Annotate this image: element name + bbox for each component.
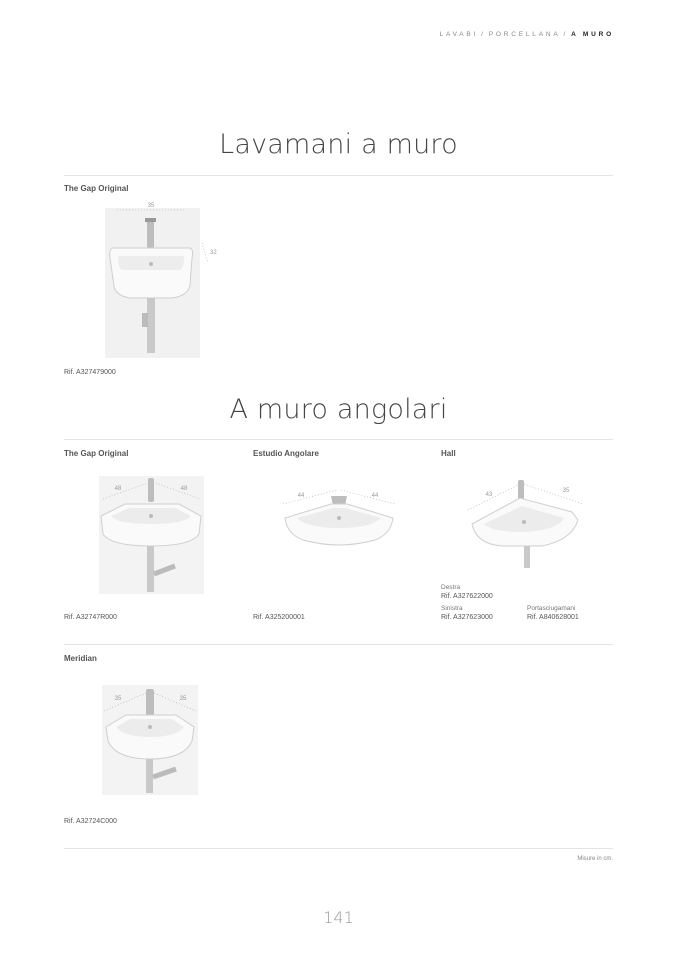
product-image-gap-original-wall (102, 198, 222, 363)
section-divider (64, 439, 613, 440)
dim-a-label: 35 (114, 696, 122, 702)
breadcrumb-separator: / (481, 31, 486, 38)
breadcrumb-item-a-muro: A MURO (571, 31, 614, 38)
measurement-note: Misure in cm. (577, 856, 613, 862)
product-ref: Rif. A32724C000 (64, 818, 117, 825)
hall-left-label: Sinistra (441, 605, 463, 612)
dim-b-label: 44 (371, 493, 379, 499)
product-image-hall (462, 474, 587, 574)
hall-left-ref: Rif. A327623000 (441, 614, 493, 621)
dim-b-label: 35 (562, 488, 570, 494)
dim-a-label: 43 (485, 492, 493, 498)
hall-right-ref: Rif. A327622000 (441, 593, 493, 600)
section-title-angolari: A muro angolari (229, 394, 448, 425)
product-name: The Gap Original (64, 184, 129, 193)
dim-a-label: 44 (297, 493, 305, 499)
page-number: 141 (323, 908, 354, 927)
breadcrumb (440, 31, 614, 38)
product-image-gap-original-corner (95, 474, 210, 599)
product-ref: Rif. A327479000 (64, 369, 116, 376)
breadcrumb-separator: / (563, 31, 569, 38)
dim-depth-label: 32 (210, 250, 217, 256)
section-title-lavamani: Lavamani a muro (219, 129, 458, 160)
dim-width-label: 35 (147, 203, 155, 209)
hall-right-label: Destra (441, 584, 461, 591)
product-ref: Rif. A32747R000 (64, 614, 117, 621)
dim-a-label: 48 (114, 486, 122, 492)
breadcrumb-item-lavabi: LAVABI (439, 31, 479, 38)
breadcrumb-item-porcellana: PORCELLANA (488, 31, 561, 38)
product-name: Hall (441, 449, 456, 458)
product-image-meridian (96, 683, 206, 798)
product-image-estudio-angolare (275, 484, 405, 554)
product-name: Estudio Angolare (253, 449, 319, 458)
product-ref: Rif. A325200001 (253, 614, 305, 621)
towel-holder-ref: Rif. A840628001 (527, 614, 579, 621)
dim-b-label: 35 (179, 696, 187, 702)
towel-holder-label: Portasciugamani (527, 605, 576, 612)
product-name: Meridian (64, 654, 97, 663)
dim-b-label: 48 (180, 486, 188, 492)
product-name: The Gap Original (64, 449, 129, 458)
footer-divider (64, 848, 613, 849)
section-divider (64, 175, 613, 176)
section-divider (64, 644, 613, 645)
